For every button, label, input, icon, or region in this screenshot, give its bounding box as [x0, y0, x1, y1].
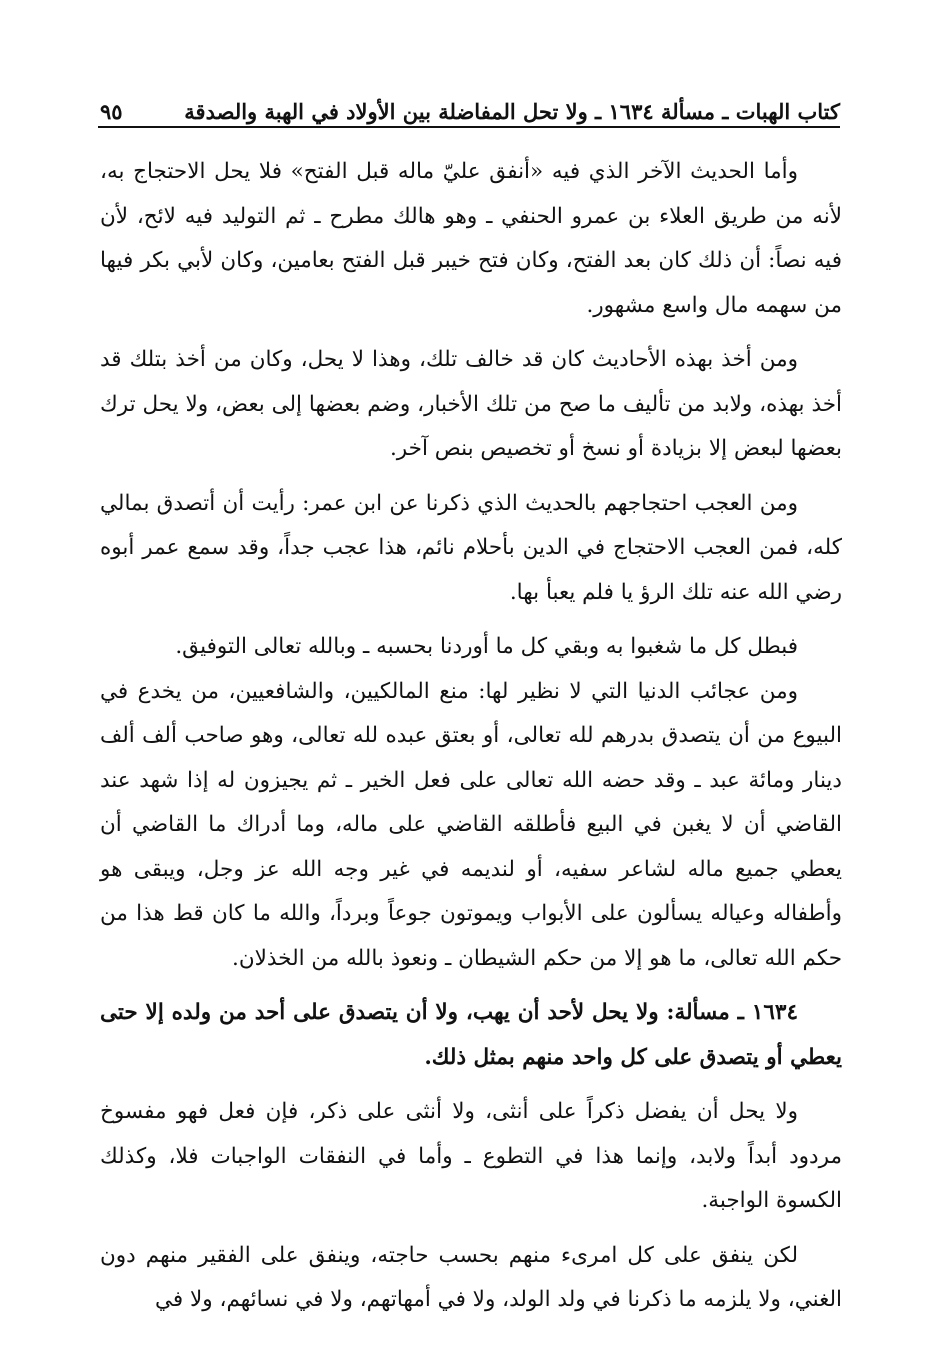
paragraph-ibn-umar: ومن العجب احتجاجهم بالحديث الذي ذكرنا عن ابن عمر: رأيت أن أتصدق بمالي كله، فمن العجب الاحتجاج في الدين بأحلام نائم، هذا عجب جداً، وقد سمع عمر أبوه رضي الله عنه تلك الرؤ يا فلم يعبأ بها.	[100, 490, 842, 605]
paragraph-no-preference: ولا يحل أن يفضل ذكراً على أنثى، ولا أنثى على ذكر، فإن فعل فهو مفسوخ مردود أبداً ولابد، وإنما هذا في التطوع ـ وأما في النفقات الواجبات فلا، وكذلك الكسوة الواجبة.	[100, 1099, 842, 1213]
paragraph-hadith: وأما الحديث الآخر الذي فيه «أنفق عليّ ماله قبل الفتح» فلا يحل الاحتجاج به، لأنه من طريق العلاء بن عمرو الحنفي ـ وهو هالك مطرح ـ ثم التوليد فيه لائح، لأن فيه نصاً: أن ذلك كان بعد الفتح، وكان فتح خيبر قبل الفتح بعامين، وكان لأبي بكر فيها من سهمه مال واسع مشهور.	[100, 159, 842, 318]
page-number: ٩٥	[100, 99, 123, 124]
body-text	[100, 150, 842, 1323]
paragraph-issue-1634: ١٦٣٤ ـ مسألة: ولا يحل لأحد أن يهب، ولا أن يتصدق على أحد من ولده إلا حتى يعطي أو يتصدق على كل واحد منهم بمثل ذلك.	[100, 1000, 842, 1070]
paragraph-conclusion: فبطل كل ما شغبوا به وبقي كل ما أوردنا بحسبه ـ وبالله تعالى التوفيق.	[175, 634, 798, 659]
header-divider	[98, 126, 840, 128]
paragraph-reconciling: ومن أخذ بهذه الأحاديث كان قد خالف تلك، وهذا لا يحل، وكان من أخذ بتلك قد أخذ بهذه، ولابد من تأليف ما صح من تلك الأخبار، وضم بعضها إلى بعض، ولا يحل ترك بعضها لبعض إلا بزيادة أو نسخ أو تخصيص بنص آخر.	[100, 347, 842, 461]
paragraph-wonders: ومن عجائب الدنيا التي لا نظير لها: منع المالكيين، والشافعيين، من يخدع في البيوع من أن يتصدق بدرهم لله تعالى، أو بعتق عبده لله تعالى، وهو صاحب ألف ألف دينار ومائة عبد ـ وقد حضه الله تعالى على فعل الخير ـ ثم يجيزون له إذا شهد عند القاضي أن لا يغبن في البيع فأطلقه القاضي على ماله، وما أدراك ما القاضي أن يعطي جميع ماله لشاعر سفيه، أو لنديمه في غير وجه الله عز وجل، ويبقى هو وأطفاله وعياله يسألون على الأبواب ويموتون جوعاً وبرداً، والله ما كان قط هذا من حكم الله تعالى، ما هو إلا من حكم الشيطان ـ ونعوذ بالله من الخذلان.	[100, 678, 842, 971]
running-title: كتاب الهبات ـ مسألة ١٦٣٤ ـ ولا تحل المفاضلة بين الأولاد في الهبة والصدقة	[184, 99, 840, 124]
page-header	[100, 80, 840, 124]
paragraph-spending: لكن ينفق على كل امرىء منهم بحسب حاجته، وينفق على الفقير منهم دون الغني، ولا يلزمه ما ذكرنا في ولد الولد، ولا في أمهاتهم، ولا في نسائهم، ولا في	[100, 1242, 842, 1312]
